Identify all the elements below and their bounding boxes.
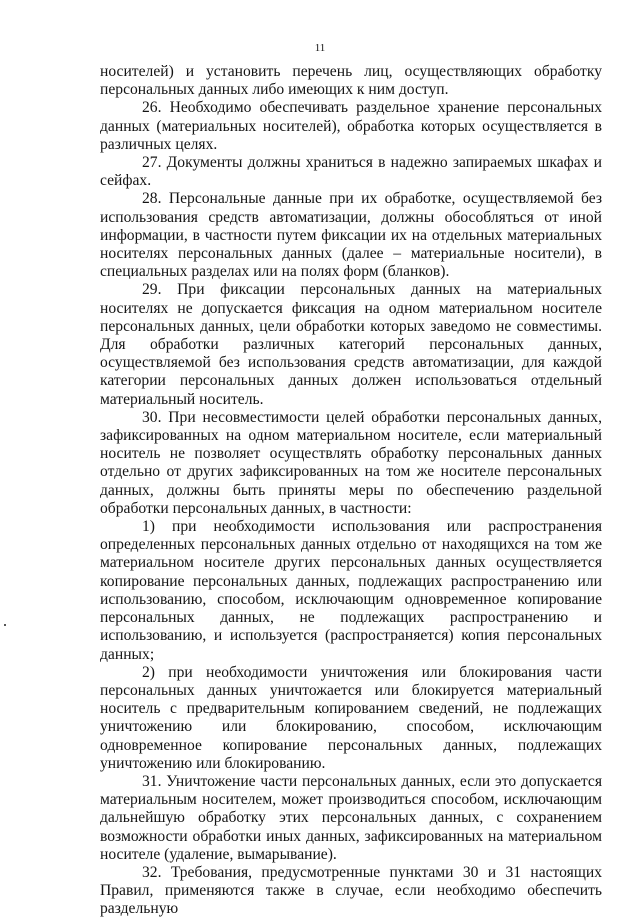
paragraph-32: 32. Требования, предусмотренные пунктами 30 и 31 настоящих Правил, применяются также в случае, если необходимо обеспечить раздельную bbox=[100, 863, 602, 918]
paragraph-31: 31. Уничтожение части персональных данных, если это допускается материальным носителем, может производиться способом, исключающим дальнейшую обработку этих персональных данных, с сохранением возможности обработки иных данных, зафиксированных на материальном носителе (удаление, вымарывание). bbox=[100, 772, 602, 863]
page-number: 11 bbox=[314, 42, 326, 54]
paragraph-30-item-1: 1) при необходимости использования или распространения определенных персональных данных отдельно от находящихся на том же материальном носителе других персональных данных осуществляется копирование персональных данных, подлежащих распространению или использованию, способом, исключающим одновременное копирование персональных данных, не подлежащих распространению и использованию, и используется (распространяется) копия персональных данных; bbox=[100, 518, 602, 663]
paragraph-29: 29. При фиксации персональных данных на материальных носителях не допускается фиксация на одном материальном носителе персональных данных, цели обработки которых заведомо не совместимы. Для обработки различных категорий персональных данных, осуществляемой без использования средств автоматизации, для каждой категории персональных данных должен использоваться отдельный материальный носитель. bbox=[100, 281, 602, 408]
paragraph-27: 27. Документы должны храниться в надежно запираемых шкафах и сейфах. bbox=[100, 154, 602, 190]
paragraph-30: 30. При несовместимости целей обработки персональных данных, зафиксированных на одном материальном носителе, если материальный носитель не позволяет осуществлять обработку персональных данных отдельно от других зафиксированных на том же носителе персональных данных, должны быть приняты меры по обеспечению раздельной обработки персональных данных, в частности: bbox=[100, 408, 602, 517]
paragraph-26: 26. Необходимо обеспечивать раздельное хранение персональных данных (материальных носителей), обработка которых осуществляется в различных целях. bbox=[100, 99, 602, 153]
document-body bbox=[100, 63, 602, 919]
paragraph-28: 28. Персональные данные при их обработке, осуществляемой без использования средств автоматизации, должны обособляться от иной информации, в частности путем фиксации их на отдельных материальных носителях персональных данных (далее – материальные носители), в специальных разделах или на полях форм (бланков). bbox=[100, 190, 602, 281]
paragraph-30-item-2: 2) при необходимости уничтожения или блокирования части персональных данных уничтожается или блокируется материальный носитель с предварительным копированием сведений, не подлежащих уничтожению или блокированию, способом, исключающим одновременное копирование персональных данных, подлежащих уничтожению или блокированию. bbox=[100, 663, 602, 772]
scan-speck bbox=[4, 624, 6, 626]
paragraph-continuation: носителей) и установить перечень лиц, осуществляющих обработку персональных данных либо имеющих к ним доступ. bbox=[100, 63, 602, 99]
